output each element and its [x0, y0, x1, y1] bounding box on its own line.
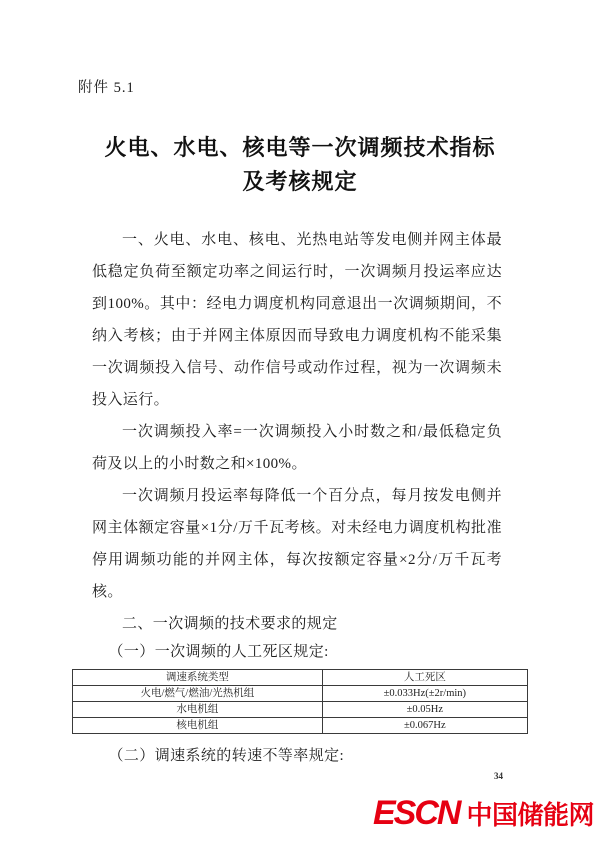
escn-logo — [373, 796, 594, 830]
deadband-table — [72, 669, 528, 734]
table-cell-deadband-value: ±0.067Hz — [322, 718, 527, 734]
escn-logo-chinese: 中国储能网 — [466, 800, 594, 830]
table-cell-deadband-value: ±0.05Hz — [322, 702, 527, 718]
page-title-line2: 及考核规定 — [242, 169, 358, 194]
table-cell-unit-type: 核电机组 — [73, 718, 323, 734]
table-row — [73, 702, 528, 718]
paragraph-investment-rate-requirement: 一、火电、水电、核电、光热电站等发电侧并网主体最低稳定负荷至额定功率之间运行时，一次调频月投运率应达到100%。其中：经电力调度机构同意退出一次调频期间，不纳入考核；由于并网主体原因而导致电力调度机构不能采集一次调频投入信号、动作信号或动作过程，视为一次调频未投入运行。 — [92, 232, 502, 408]
page-title-line1: 火电、水电、核电等一次调频技术指标 — [104, 135, 496, 160]
table-cell-deadband-value: ±0.033Hz(±2r/min) — [322, 686, 527, 702]
table-header-system-type: 调速系统类型 — [73, 670, 323, 686]
table-cell-unit-type: 水电机组 — [73, 702, 323, 718]
page-number: 34 — [494, 771, 503, 781]
table-header-row — [73, 670, 528, 686]
table-header-deadband: 人工死区 — [322, 670, 527, 686]
table-row — [73, 686, 528, 702]
page-title — [0, 131, 600, 199]
subsection-1-heading: （一）一次调频的人工死区规定: — [108, 644, 329, 660]
section-2-heading: 二、一次调频的技术要求的规定 — [122, 616, 338, 632]
paragraph-formula: 一次调频投入率=一次调频投入小时数之和/最低稳定负荷及以上的小时数之和×100%。 — [92, 424, 502, 472]
paragraph-assessment: 一次调频月投运率每降低一个百分点，每月按发电侧并网主体额定容量×1分/万千瓦考核。对未经电力调度机构批准停用调频功能的并网主体，每次按额定容量×2分/万千瓦考核。 — [92, 488, 502, 600]
escn-logo-latin: ESCN — [373, 794, 460, 832]
table-row — [73, 718, 528, 734]
attachment-label: 附件 5.1 — [78, 80, 135, 96]
table-cell-unit-type: 火电/燃气/燃油/光热机组 — [73, 686, 323, 702]
subsection-2-heading: （二）调速系统的转速不等率规定: — [108, 748, 345, 764]
